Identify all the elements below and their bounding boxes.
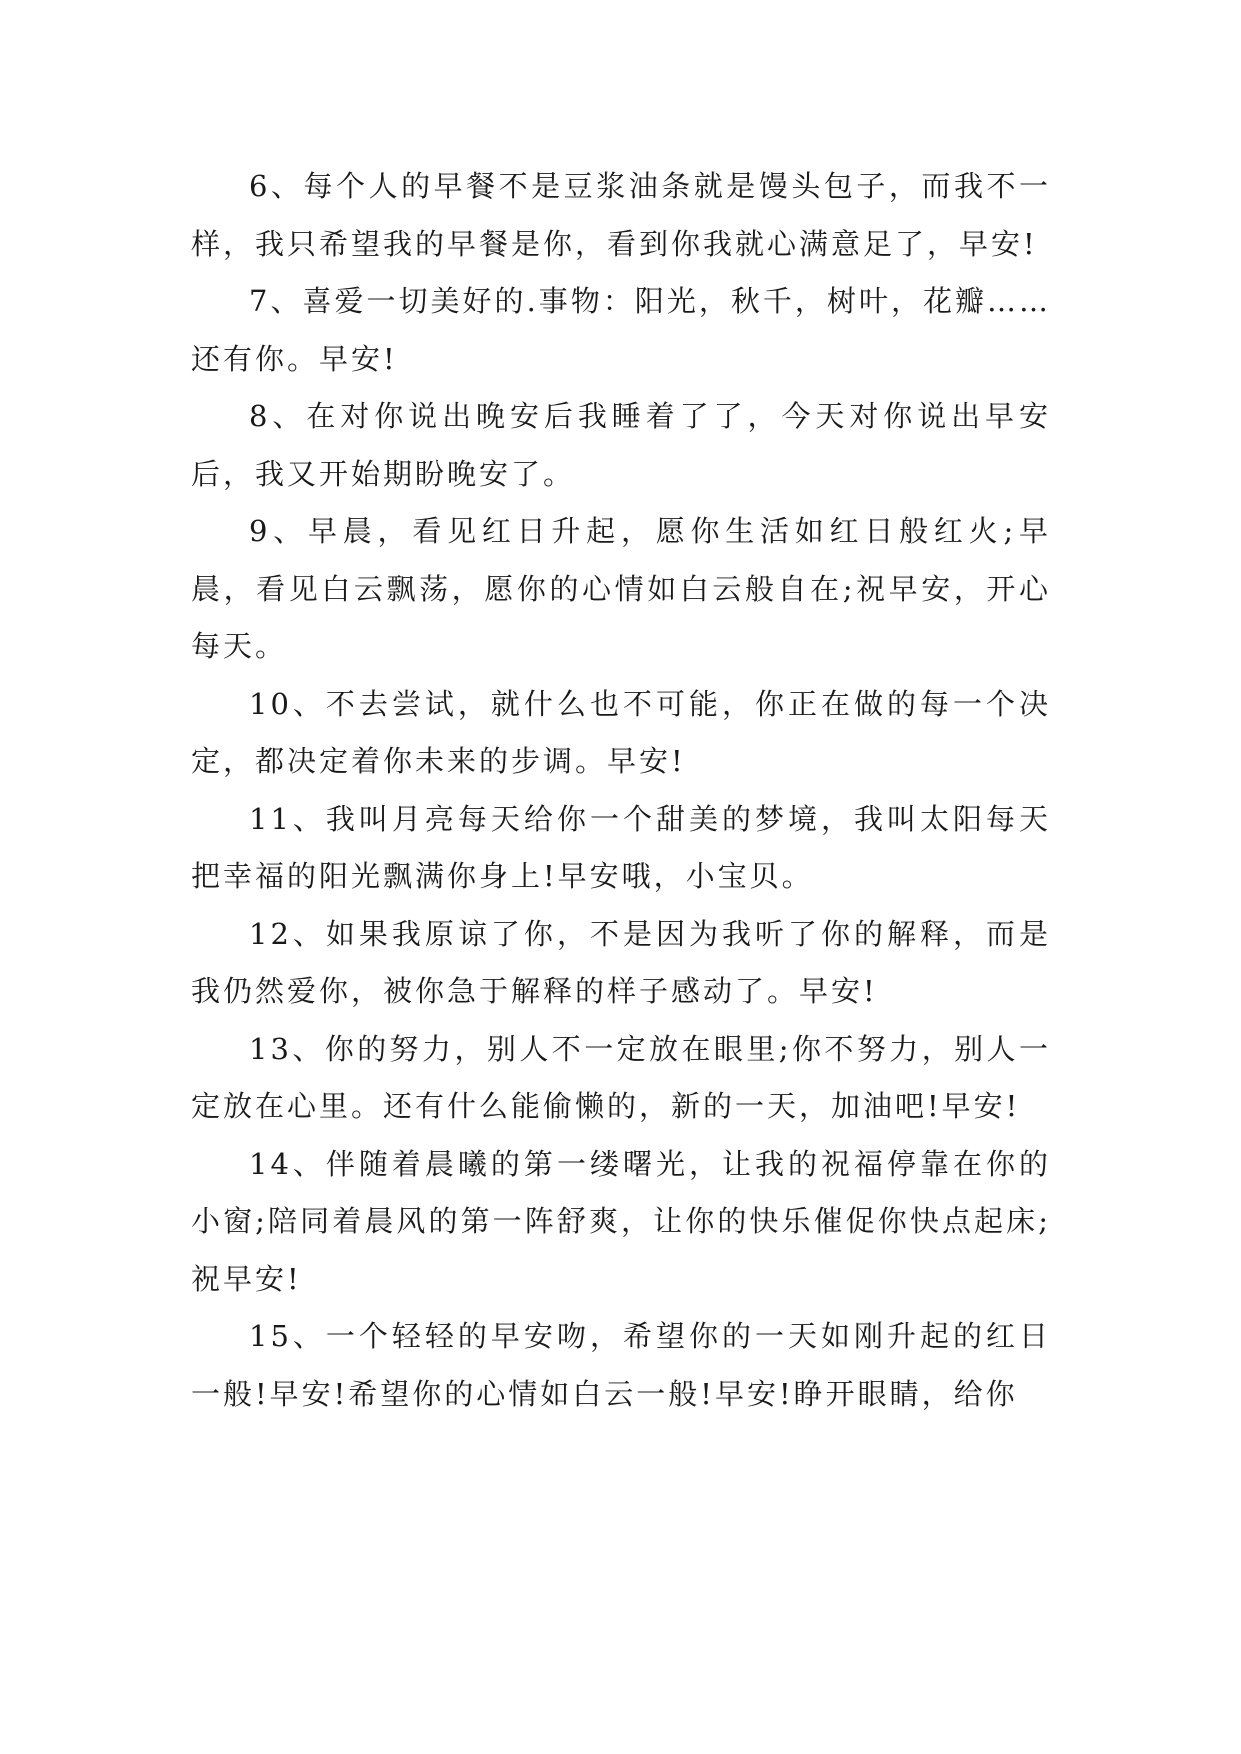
paragraph-8: 8、在对你说出晚安后我睡着了了，今天对你说出早安后，我又开始期盼晚安了。 (191, 399, 1051, 491)
paragraph-14: 14、伴随着晨曦的第一缕曙光，让我的祝福停靠在你的小窗;陪同着晨风的第一阵舒爽，让你的快乐催促你快点起床;祝早安! (191, 1146, 1051, 1296)
paragraph-11: 11、我叫月亮每天给你一个甜美的梦境，我叫太阳每天把幸福的阳光飘满你身上!早安哦，小宝贝。 (191, 801, 1051, 893)
paragraph-9: 9、早晨，看见红日升起，愿你生活如红日般红火;早晨，看见白云飘荡，愿你的心情如白云般自在;祝早安，开心每天。 (191, 514, 1051, 663)
paragraph-7: 7、喜爱一切美好的.事物：阳光，秋千，树叶，花瓣……还有你。早安! (191, 284, 1051, 376)
paragraph-12: 12、如果我原谅了你，不是因为我听了你的解释，而是我仍然爱你，被你急于解释的样子感动了。早安! (191, 916, 1051, 1008)
paragraph-15: 15、一个轻轻的早安吻，希望你的一天如刚升起的红日一般!早安!希望你的心情如白云一般!早安!睁开眼睛，给你 (191, 1319, 1051, 1411)
paragraph-10: 10、不去尝试，就什么也不可能，你正在做的每一个决定，都决定着你未来的步调。早安! (191, 686, 1051, 778)
document-body (191, 158, 1051, 1423)
paragraph-13: 13、你的努力，别人不一定放在眼里;你不努力，别人一定放在心里。还有什么能偷懒的，新的一天，加油吧!早安! (191, 1031, 1051, 1123)
paragraph-6: 6、每个人的早餐不是豆浆油条就是馒头包子，而我不一样，我只希望我的早餐是你，看到你我就心满意足了，早安! (191, 169, 1051, 261)
